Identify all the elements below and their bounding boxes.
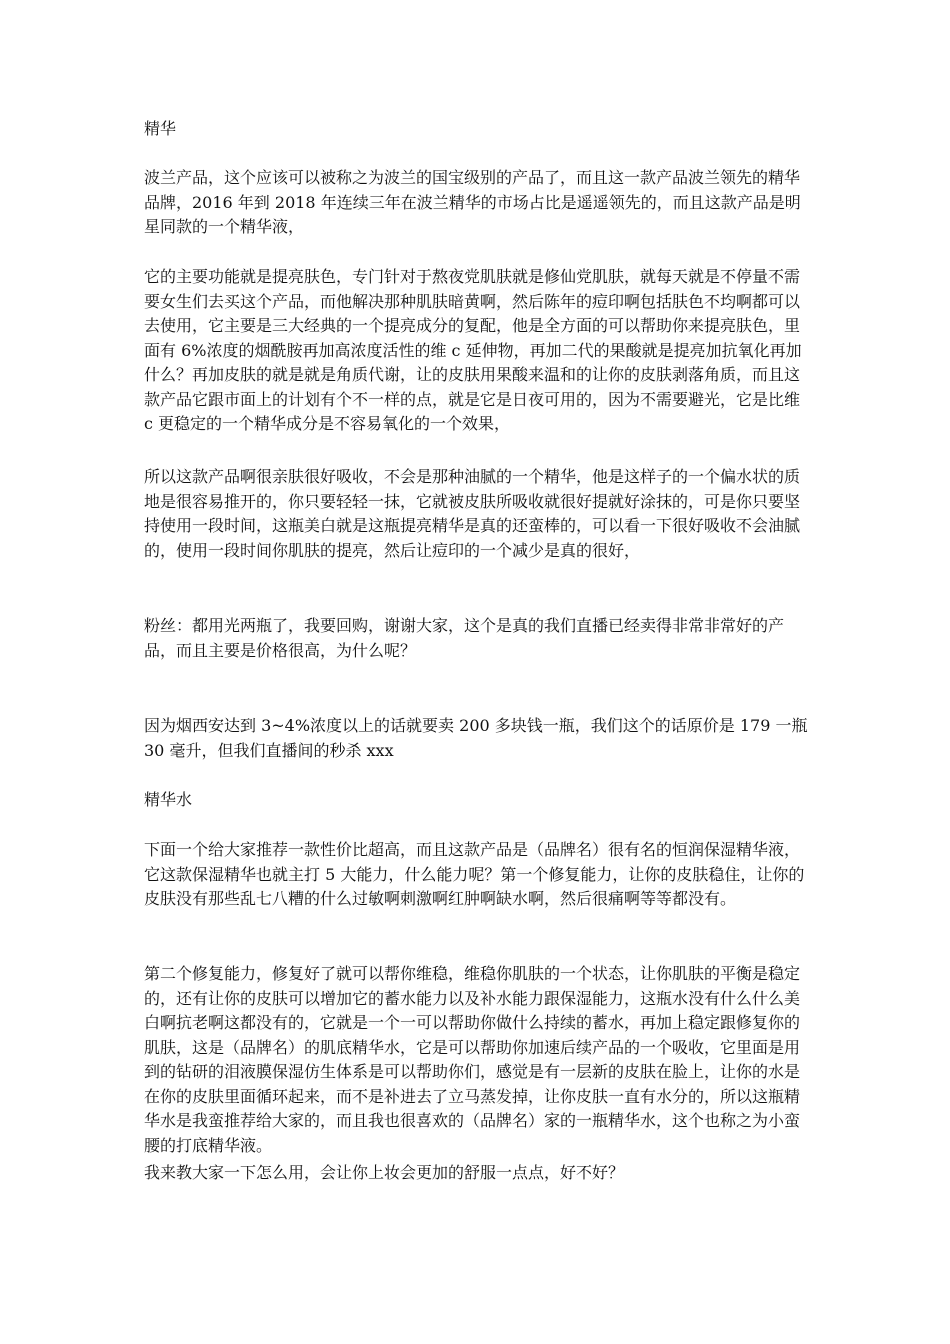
heading-essence: 精华	[144, 119, 177, 138]
paragraph-second-repair-ability: 第二个修复能力，修复好了就可以帮你维稳，维稳你肌肤的一个状态，让你肌肤的平衡是稳定的，还有让你的皮肤可以增加它的蓄水能力以及补水能力跟保湿能力，这瓶水没有什么什么美白啊抗老啊这都没有的，它就是一个一可以帮助你做什么持续的蓄水，再加上稳定跟修复你的肌肤，这是（品牌名）的肌底精华水，它是可以帮助你加速后续产品的一个吸收，它里面是用到的钻研的泪液膜保湿仿生体系是可以帮助你们，感觉是有一层新的皮肤在脸上，让你的水是在你的皮肤里面循环起来，而不是补进去了立马蒸发掉，让你皮肤一直有水分的，所以这瓶精华水是我蛮推荐给大家的，而且我也很喜欢的（品牌名）家的一瓶精华水，这个也称之为小蛮腰的打底精华液。	[144, 964, 801, 1155]
paragraph-how-to-use: 我来教大家一下怎么用，会让你上妆会更加的舒服一点点，好不好？	[144, 1163, 625, 1182]
paragraph-price-info: 因为烟西安达到 3~4%浓度以上的话就要卖 200 多块钱一瓶，我们这个的话原价是 179 一瓶 30 毫升，但我们直播间的秒杀 xxx	[144, 716, 808, 760]
heading-essence-water: 精华水	[144, 790, 193, 809]
paragraph-polish-product-intro: 波兰产品，这个应该可以被称之为波兰的国宝级别的产品了，而且这一款产品波兰领先的精华品牌，2016 年到 2018 年连续三年在波兰精华的市场占比是遥遥领先的，而且这款产品是明星同款的一个精华液，	[144, 168, 801, 236]
paragraph-fan-comment: 粉丝：都用光两瓶了，我要回购，谢谢大家，这个是真的我们直播已经卖得非常非常好的产品，而且主要是价格很高，为什么呢？	[144, 616, 785, 660]
paragraph-moisturizing-essence: 下面一个给大家推荐一款性价比超高，而且这款产品是（品牌名）很有名的恒润保湿精华液，它这款保湿精华也就主打 5 大能力，什么能力呢？第一个修复能力，让你的皮肤稳住，让你的皮肤没有那些乱七八糟的什么过敏啊刺激啊红肿啊缺水啊，然后很痛啊等等都没有。	[144, 840, 805, 908]
paragraph-main-functions: 它的主要功能就是提亮肤色，专门针对于熬夜党肌肤就是修仙党肌肤，就每天就是不停量不需要女生们去买这个产品，而他解决那种肌肤暗黄啊，然后陈年的痘印啊包括肤色不均啊都可以去使用，它主要是三大经典的一个提亮成分的复配，他是全方面的可以帮助你来提亮肤色，里面有 6%浓度的烟酰胺再加高浓度活性的维 c 延伸物，再加二代的果酸就是提亮加抗氧化再加什么？再加皮肤的就是就是角质代谢，让的皮肤用果酸来温和的让你的皮肤剥落角质，而且这款产品它跟市面上的计划有个不一样的点，就是它是日夜可用的，因为不需要避光，它是比维 c 更稳定的一个精华成分是不容易氧化的一个效果，	[144, 267, 802, 433]
paragraph-texture-absorption: 所以这款产品啊很亲肤很好吸收，不会是那种油腻的一个精华，他是这样子的一个偏水状的质地是很容易推开的，你只要轻轻一抹，它就被皮肤所吸收就很好提就好涂抹的，可是你只要坚持使用一段时间，这瓶美白就是这瓶提亮精华是真的还蛮棒的，可以看一下很好吸收不会油腻的，使用一段时间你肌肤的提亮，然后让痘印的一个减少是真的很好，	[144, 467, 801, 560]
